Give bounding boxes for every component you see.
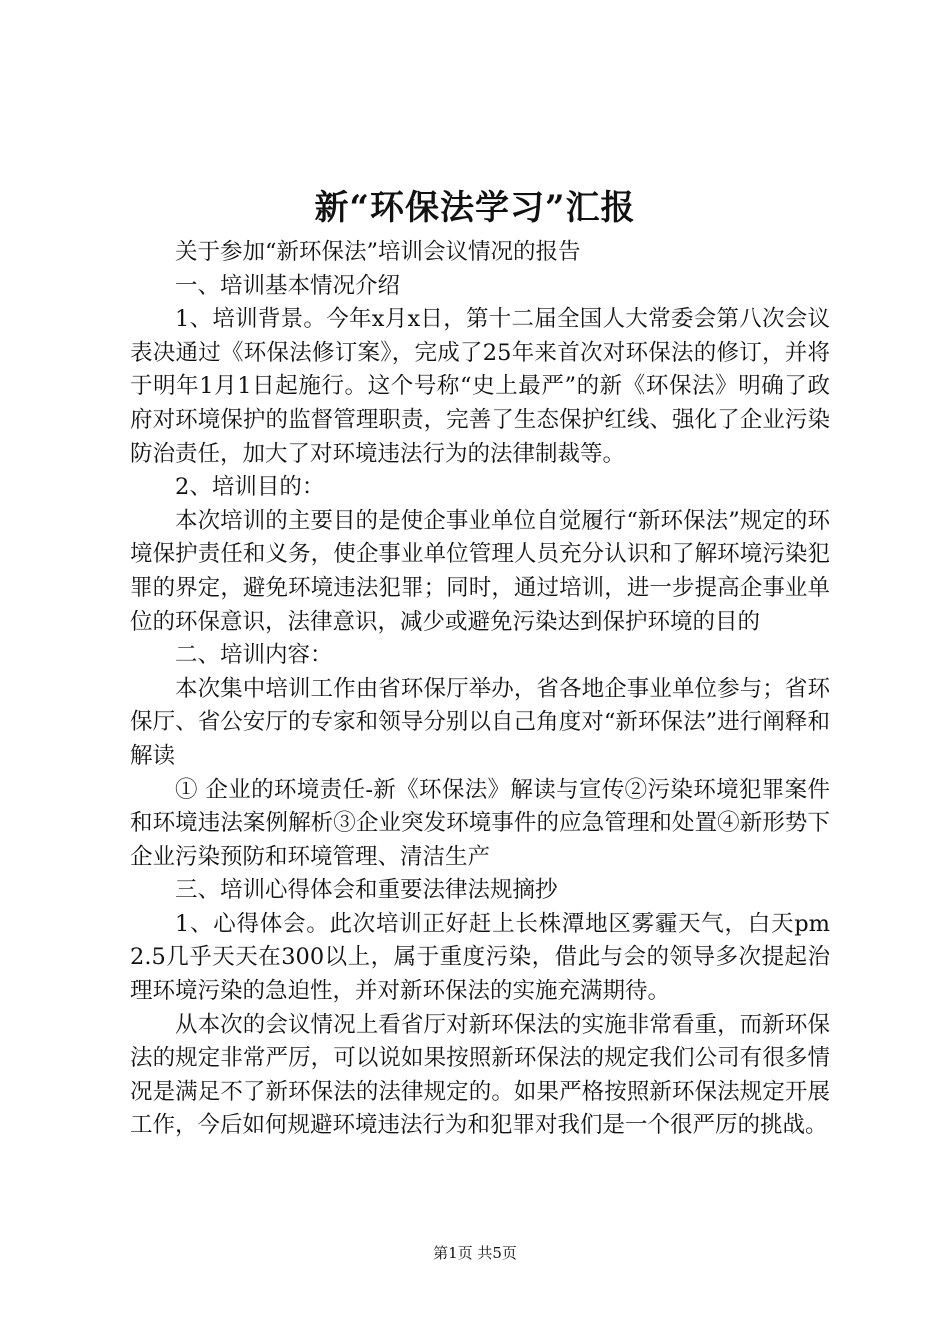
document-body — [130, 236, 830, 1143]
paragraph-purpose-heading: 2、培训目的： — [175, 474, 325, 501]
paragraph-report-heading: 关于参加“新环保法”培训会议情况的报告 — [175, 239, 581, 265]
paragraph-section-3-heading: 三、培训心得体会和重要法律法规摘抄 — [175, 877, 558, 904]
paragraph-experience: 1、心得体会。此次培训正好赶上长株潭地区雾霾天气，白天pm2.5几乎天天在300以上，属于重度污染，借此与会的领导多次提起治理环境污染的急迫性，并对新环保法的实施充满期待。 — [130, 910, 830, 1005]
page-footer: 第1页 共5页 — [433, 1244, 517, 1262]
document-title: 新“环保法学习”汇报 — [314, 188, 636, 228]
paragraph-conclusion: 从本次的会议情况上看省厅对新环保法的实施非常看重，而新环保法的规定非常严厉，可以说如果按照新环保法的规定我们公司有很多情况是满足不了新环保法的法律规定的。如果严格按照新环保法规定开展工作，今后如何规避环境违法行为和犯罪对我们是一个很严厉的挑战。 — [130, 1011, 830, 1139]
paragraph-topics: ① 企业的环境责任-新《环保法》解读与宣传②污染环境犯罪案件和环境违法案例解析③企业突发环境事件的应急管理和处置④新形势下企业污染预防和环境管理、清洁生产 — [130, 776, 830, 870]
paragraph-section-1-heading: 一、培训基本情况介绍 — [175, 272, 401, 299]
paragraph-background: 1、培训背景。今年x月x日，第十二届全国人大常委会第八次会议表决通过《环保法修订案》，完成了25年来首次对环保法的修订，并将于明年1月1日起施行。这个号称“史上最严”的新《环保法》明确了政府对环境保护的监督管理职责，完善了生态保护红线、强化了企业污染防治责任，加大了对环境违法行为的法律制裁等。 — [130, 306, 830, 467]
paragraph-content: 本次集中培训工作由省环保厅举办，省各地企事业单位参与；省环保厅、省公安厅的专家和领导分别以自己角度对“新环保法”进行阐释和解读 — [130, 675, 830, 769]
paragraph-section-2-heading: 二、培训内容： — [175, 642, 333, 669]
paragraph-purpose: 本次培训的主要目的是使企事业单位自觉履行“新环保法”规定的环境保护责任和义务，使企事业单位管理人员充分认识和了解环境污染犯罪的界定，避免环境违法犯罪；同时，通过培训，进一步提高企事业单位的环保意识，法律意识，减少或避免污染达到保护环境的目的 — [130, 507, 830, 635]
